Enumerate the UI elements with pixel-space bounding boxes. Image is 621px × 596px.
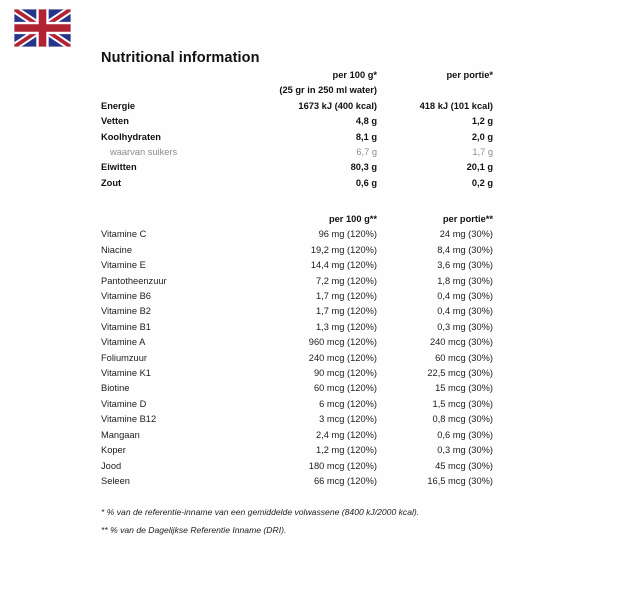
vitamin-row-label: Biotine	[101, 383, 130, 394]
vitamin-row-label: Seleen	[101, 475, 130, 486]
table-row	[101, 176, 493, 191]
macro-row-label: Energie	[101, 100, 136, 111]
table-row	[101, 443, 493, 458]
page-title: Nutritional information	[101, 50, 260, 66]
table-row	[101, 227, 493, 242]
vitamin-row-per-100g: 1,7 mg (120%)	[316, 306, 377, 317]
macro-row-per-100g: 1673 kJ (400 kcal)	[298, 100, 377, 111]
table-row	[101, 459, 493, 474]
vitamin-row-per-100g: 66 mcg (120%)	[313, 475, 377, 486]
vitamin-row-per-portion: 8,4 mg (30%)	[437, 244, 493, 255]
vitamin-header-label	[101, 212, 261, 227]
vitamin-row-per-portion: 45 mcg (30%)	[435, 460, 493, 471]
macro-subheader-serving-note: (25 gr in 250 ml water)	[279, 85, 377, 96]
vitamin-row-per-100g: 1,7 mg (120%)	[316, 291, 377, 302]
macro-row-per-portion: 1,2 g	[471, 116, 493, 127]
vitamin-header-row	[101, 212, 493, 227]
table-row	[101, 366, 493, 381]
macro-row-label: Eiwitten	[101, 162, 137, 173]
vitamin-row-per-100g: 180 mcg (120%)	[308, 460, 377, 471]
macro-subheader-col2	[377, 83, 493, 98]
vitamin-row-label: Vitamine C	[101, 229, 147, 240]
vitamin-row-per-portion: 15 mcg (30%)	[435, 383, 493, 394]
vitamin-row-per-portion: 0,8 mcg (30%)	[432, 414, 493, 425]
vitamin-row-per-portion: 24 mg (30%)	[439, 229, 493, 240]
table-row	[101, 99, 493, 114]
macro-row-per-portion: 20,1 g	[466, 162, 493, 173]
vitamin-row-per-100g: 96 mg (120%)	[318, 229, 377, 240]
vitamin-row-per-100g: 90 mcg (120%)	[313, 368, 377, 379]
vitamin-row-per-100g: 1,3 mg (120%)	[316, 321, 377, 332]
vitamin-row-per-portion: 0,4 mg (30%)	[437, 306, 493, 317]
macronutrient-table	[101, 68, 493, 191]
table-row	[101, 145, 493, 160]
vitamin-row-per-100g: 960 mcg (120%)	[308, 337, 377, 348]
vitamin-mineral-table	[101, 212, 493, 489]
vitamin-row-per-portion: 22,5 mcg (30%)	[427, 368, 493, 379]
table-row	[101, 243, 493, 258]
vitamin-row-per-portion: 3,6 mg (30%)	[437, 260, 493, 271]
footnote-double-asterisk: ** % van de Dagelijkse Referentie Inname (DRI).	[101, 524, 287, 535]
macro-row-per-100g: 80,3 g	[350, 162, 377, 173]
vitamin-row-label: Pantotheenzuur	[101, 275, 167, 286]
macro-row-per-100g: 6,7 g	[356, 147, 377, 158]
table-row	[101, 335, 493, 350]
vitamin-row-per-100g: 3 mcg (120%)	[319, 414, 377, 425]
table-row	[101, 474, 493, 489]
table-row	[101, 304, 493, 319]
vitamin-row-per-portion: 60 mcg (30%)	[435, 352, 493, 363]
vitamin-row-label: Vitamine D	[101, 398, 147, 409]
table-row	[101, 258, 493, 273]
macro-header-label	[101, 68, 261, 83]
macro-row-per-100g: 0,6 g	[355, 177, 377, 188]
macro-subheader-row	[101, 83, 493, 98]
macro-row-per-100g: 4,8 g	[355, 116, 377, 127]
macro-subheader-label	[101, 83, 261, 98]
macro-row-label: Koolhydraten	[101, 131, 161, 142]
macro-row-label: waarvan suikers	[110, 147, 178, 158]
vitamin-row-per-100g: 60 mcg (120%)	[313, 383, 377, 394]
footnotes	[101, 504, 521, 539]
vitamin-row-per-portion: 240 mcg (30%)	[429, 337, 493, 348]
table-row	[101, 289, 493, 304]
macro-header-row	[101, 68, 493, 83]
macro-row-per-portion: 418 kJ (101 kcal)	[419, 100, 493, 111]
macro-row-per-100g: 8,1 g	[355, 131, 377, 142]
vitamin-row-per-100g: 1,2 mg (120%)	[316, 445, 377, 456]
vitamin-row-label: Vitamine A	[101, 337, 146, 348]
vitamin-row-per-100g: 6 mcg (120%)	[319, 398, 377, 409]
vitamin-row-label: Vitamine B1	[101, 321, 151, 332]
vitamin-row-per-portion: 1,8 mg (30%)	[437, 275, 493, 286]
macro-row-label: Vetten	[101, 116, 129, 127]
macro-row-label: Zout	[101, 177, 122, 188]
vitamin-row-label: Jood	[101, 460, 122, 471]
macro-header-per-100g: per 100 g*	[332, 70, 377, 80]
vitamin-row-per-portion: 0,3 mg (30%)	[437, 445, 493, 456]
vitamin-row-label: Niacine	[101, 244, 133, 255]
table-row	[101, 160, 493, 175]
footnote-single-asterisk: * % van de referentie-inname van een gemiddelde volwassene (8400 kJ/2000 kcal).	[101, 507, 420, 517]
vitamin-row-per-100g: 2,4 mg (120%)	[316, 429, 377, 440]
vitamin-row-label: Vitamine B2	[101, 306, 151, 317]
table-row	[101, 274, 493, 289]
vitamin-row-per-portion: 0,4 mg (30%)	[437, 291, 493, 302]
uk-flag-icon	[14, 9, 71, 47]
vitamin-header-per-100g: per 100 g**	[328, 214, 377, 224]
vitamin-row-per-100g: 240 mcg (120%)	[308, 352, 377, 363]
macro-row-per-portion: 1,7 g	[472, 147, 493, 158]
vitamin-row-per-portion: 16,5 mcg (30%)	[427, 475, 493, 486]
macro-row-per-portion: 2,0 g	[471, 131, 493, 142]
table-row	[101, 351, 493, 366]
table-row	[101, 412, 493, 427]
vitamin-row-per-portion: 0,6 mg (30%)	[437, 429, 493, 440]
vitamin-row-label: Mangaan	[101, 429, 140, 440]
table-row	[101, 130, 493, 145]
vitamin-row-per-portion: 1,5 mcg (30%)	[432, 398, 493, 409]
macro-header-per-portion: per portie*	[446, 70, 493, 80]
vitamin-row-per-100g: 19,2 mg (120%)	[310, 244, 377, 255]
vitamin-row-label: Vitamine B12	[101, 414, 157, 425]
macro-row-per-portion: 0,2 g	[471, 177, 493, 188]
table-row	[101, 320, 493, 335]
table-row	[101, 114, 493, 129]
vitamin-row-label: Koper	[101, 445, 126, 456]
vitamin-row-per-100g: 14,4 mg (120%)	[310, 260, 377, 271]
vitamin-row-label: Vitamine K1	[101, 368, 151, 379]
table-row	[101, 381, 493, 396]
vitamin-row-per-portion: 0,3 mg (30%)	[437, 321, 493, 332]
table-row	[101, 428, 493, 443]
vitamin-row-per-100g: 7,2 mg (120%)	[316, 275, 377, 286]
vitamin-row-label: Foliumzuur	[101, 352, 147, 363]
vitamin-row-label: Vitamine E	[101, 260, 146, 271]
vitamin-header-per-portion: per portie**	[442, 214, 493, 224]
table-row	[101, 397, 493, 412]
vitamin-row-label: Vitamine B6	[101, 291, 151, 302]
